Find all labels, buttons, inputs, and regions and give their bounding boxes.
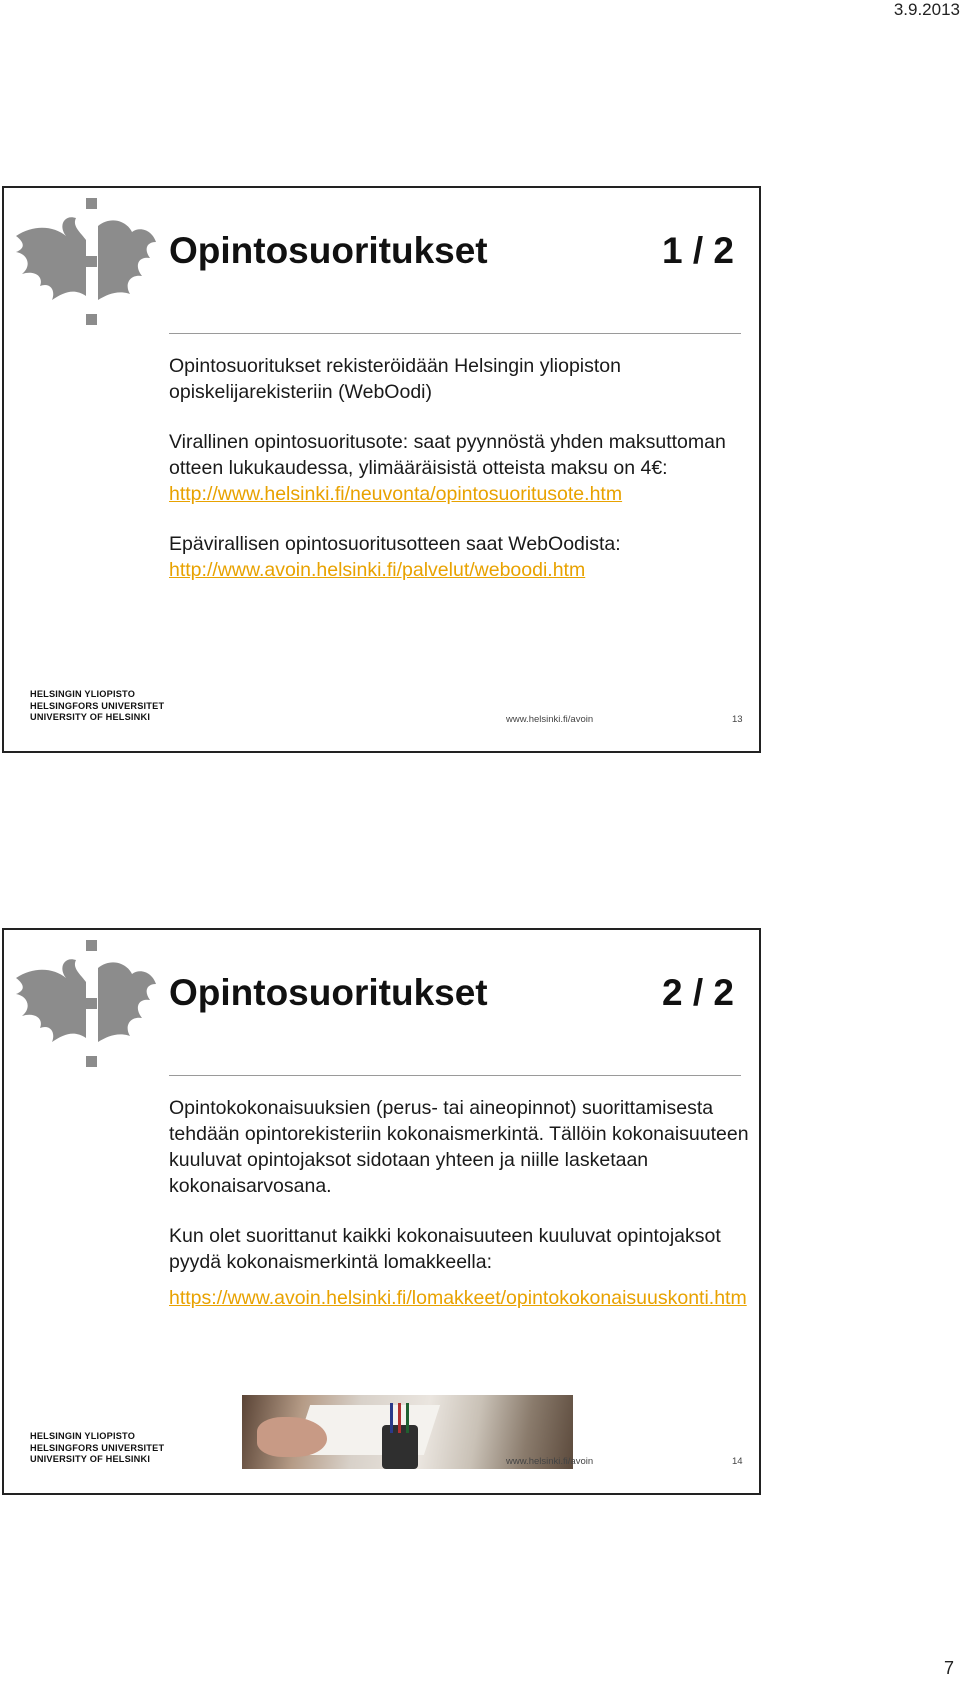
university-flame-logo-icon: [14, 938, 162, 1074]
university-wordmark: [30, 1431, 164, 1466]
university-flame-logo-icon: [14, 196, 162, 332]
paragraph: Opintokokonaisuuksien (perus- tai aineopinnot) suorittamisesta tehdään opintorekisteriin kokonaismerkintä. Tällöin kokonaisuuteen kuuluvat opintojaksot sidotaan yhteen ja niille lasketaan kokonaisarvosana.: [169, 1097, 749, 1197]
paragraph: [169, 531, 749, 583]
wordmark-line: UNIVERSITY OF HELSINKI: [30, 1454, 151, 1464]
footer-url: www.helsinki.fi/avoin: [506, 714, 594, 725]
slide-body: [169, 353, 749, 607]
university-wordmark: [30, 689, 164, 724]
paragraph-text: Epävirallisen opintosuoritusotteen saat WebOodista:: [169, 533, 621, 555]
slide-title-text: Opintosuoritukset: [169, 972, 488, 1013]
wordmark-line: UNIVERSITY OF HELSINKI: [30, 712, 151, 722]
wordmark-line: HELSINGIN YLIOPISTO: [30, 1431, 136, 1441]
slide-number: 13: [732, 714, 743, 725]
title-divider: [169, 333, 741, 334]
slide-title-number: 2 / 2: [662, 972, 734, 1013]
paragraph: Opintosuoritukset rekisteröidään Helsingin yliopiston opiskelijarekisteriin (WebOodi): [169, 355, 621, 403]
title-divider: [169, 1075, 741, 1076]
slide-footer: [4, 1423, 759, 1493]
slide-title-text: Opintosuoritukset: [169, 230, 488, 271]
slide-number: 14: [732, 1456, 743, 1467]
page-date: 3.9.2013: [893, 0, 960, 19]
weboodi-link[interactable]: http://www.avoin.helsinki.fi/palvelut/weboodi.htm: [169, 559, 586, 581]
paragraph-text: Kun olet suorittanut kaikki kokonaisuuteen kuuluvat opintojaksot pyydä kokonaismerkintä lomakkeella:: [169, 1225, 721, 1273]
wordmark-line: HELSINGFORS UNIVERSITET: [30, 700, 165, 711]
paragraph: [169, 429, 749, 507]
slide-body: [169, 1095, 749, 1311]
paragraph-text: Virallinen opintosuoritusote: saat pyynnöstä yhden maksuttoman otteen lukukaudessa, ylimääräisistä otteista maksu on 4€:: [169, 431, 726, 479]
footer-url: www.helsinki.fi/avoin: [506, 1456, 594, 1467]
slide-13: [2, 186, 761, 753]
opintokokonaisuus-link[interactable]: https://www.avoin.helsinki.fi/lomakkeet/opintokokonaisuuskonti.htm: [169, 1287, 747, 1309]
slide-14: [2, 928, 761, 1495]
opintosuoritusote-link[interactable]: http://www.helsinki.fi/neuvonta/opintosuoritusote.htm: [169, 483, 623, 505]
paragraph: [169, 1223, 749, 1311]
wordmark-line: HELSINGFORS UNIVERSITET: [30, 1442, 165, 1453]
page-number: 7: [943, 1658, 954, 1678]
slide-footer: [4, 681, 759, 751]
wordmark-line: HELSINGIN YLIOPISTO: [30, 689, 136, 699]
slide-title-number: 1 / 2: [662, 230, 734, 271]
